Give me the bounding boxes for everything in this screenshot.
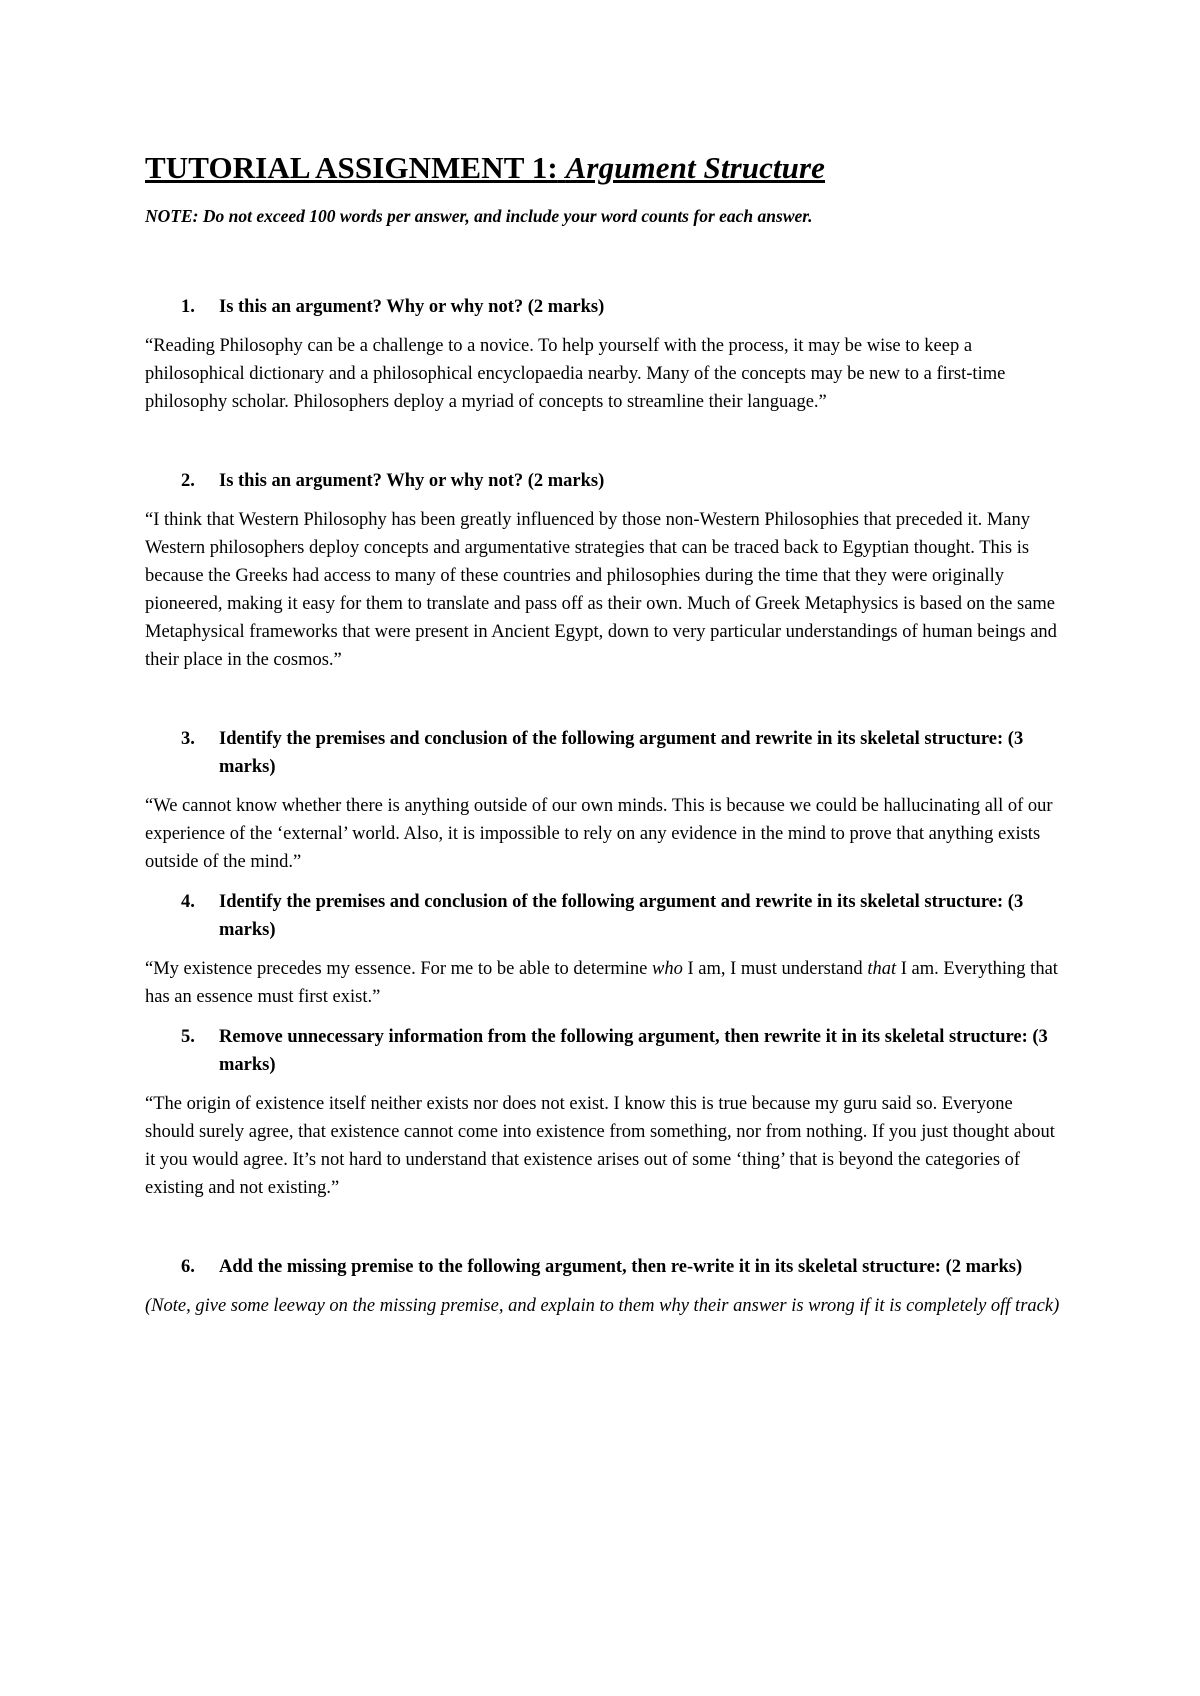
question-prompt: Add the missing premise to the following argument, then re-write it in its skeletal structure: (2 marks) xyxy=(219,1257,1023,1277)
passage-text: “My existence precedes my essence. For me to be able to determine xyxy=(145,959,653,979)
instructions-note: NOTE: Do not exceed 100 words per answer, and include your word counts for each answer. xyxy=(145,206,813,226)
passage-text: I am. Everything that has an essence must first exist.” xyxy=(145,959,1058,1007)
question-4-passage xyxy=(145,955,1065,1011)
question-number: 1. xyxy=(181,297,195,317)
question-6 xyxy=(145,1253,1065,1281)
question-2 xyxy=(145,467,1065,495)
question-prompt: Is this an argument? Why or why not? (2 marks) xyxy=(219,297,605,317)
question-prompt: Is this an argument? Why or why not? (2 marks) xyxy=(219,471,605,491)
question-5 xyxy=(145,1023,1065,1079)
title-subtitle: Argument Structure xyxy=(565,150,826,185)
document-page xyxy=(145,148,1065,1320)
question-1 xyxy=(145,293,1065,321)
question-1-passage: “Reading Philosophy can be a challenge to a novice. To help yourself with the process, it may be wise to keep a philosophical dictionary and a philosophical encyclopaedia nearby. Many of the concepts may be new to a first-time philosophy scholar. Philosophers deploy a myriad of concepts to streamline their language.” xyxy=(145,336,1006,412)
question-number: 4. xyxy=(181,892,195,912)
question-2-passage: “I think that Western Philosophy has been greatly influenced by those non-Western Philosophies that preceded it. Many Western philosophers deploy concepts and argumentative strategies that can be traced back to Egyptian thought. This is because the Greeks had access to many of these countries and philosophies during the time that they were originally pioneered, making it easy for them to translate and pass off as their own. Much of Greek Metaphysics is based on the same Metaphysical frameworks that were present in Ancient Egypt, down to very particular understandings of human beings and their place in the cosmos.” xyxy=(145,510,1057,670)
question-6-note: (Note, give some leeway on the missing premise, and explain to them why their answer is wrong if it is completely off track) xyxy=(145,1296,1060,1316)
question-4 xyxy=(145,888,1065,944)
question-number: 2. xyxy=(181,471,195,491)
question-number: 3. xyxy=(181,729,195,749)
question-prompt: Identify the premises and conclusion of the following argument and rewrite in its skeletal structure: (3 marks) xyxy=(219,892,1024,940)
question-3-passage: “We cannot know whether there is anything outside of our own minds. This is because we could be hallucinating all of our experience of the ‘external’ world. Also, it is impossible to rely on any evidence in the mind to prove that anything exists outside of the mind.” xyxy=(145,796,1053,872)
title-main: TUTORIAL ASSIGNMENT 1: xyxy=(145,150,558,185)
page-title xyxy=(145,148,1065,188)
question-prompt: Identify the premises and conclusion of the following argument and rewrite in its skeletal structure: (3 marks) xyxy=(219,729,1024,777)
question-3 xyxy=(145,725,1065,781)
question-prompt: Remove unnecessary information from the following argument, then rewrite it in its skeletal structure: (3 marks) xyxy=(219,1027,1048,1075)
passage-text: I am, I must understand xyxy=(682,959,868,979)
question-number: 6. xyxy=(181,1257,195,1277)
question-5-passage: “The origin of existence itself neither exists nor does not exist. I know this is true because my guru said so. Everyone should surely agree, that existence cannot come into existence from something, nor from nothing. If you just thought about it you would agree. It’s not hard to understand that existence arises out of some ‘thing’ that is beyond the categories of existing and not existing.” xyxy=(145,1094,1055,1198)
passage-emphasis-that: that xyxy=(867,959,897,979)
passage-emphasis-who: who xyxy=(652,959,683,979)
question-number: 5. xyxy=(181,1027,195,1047)
